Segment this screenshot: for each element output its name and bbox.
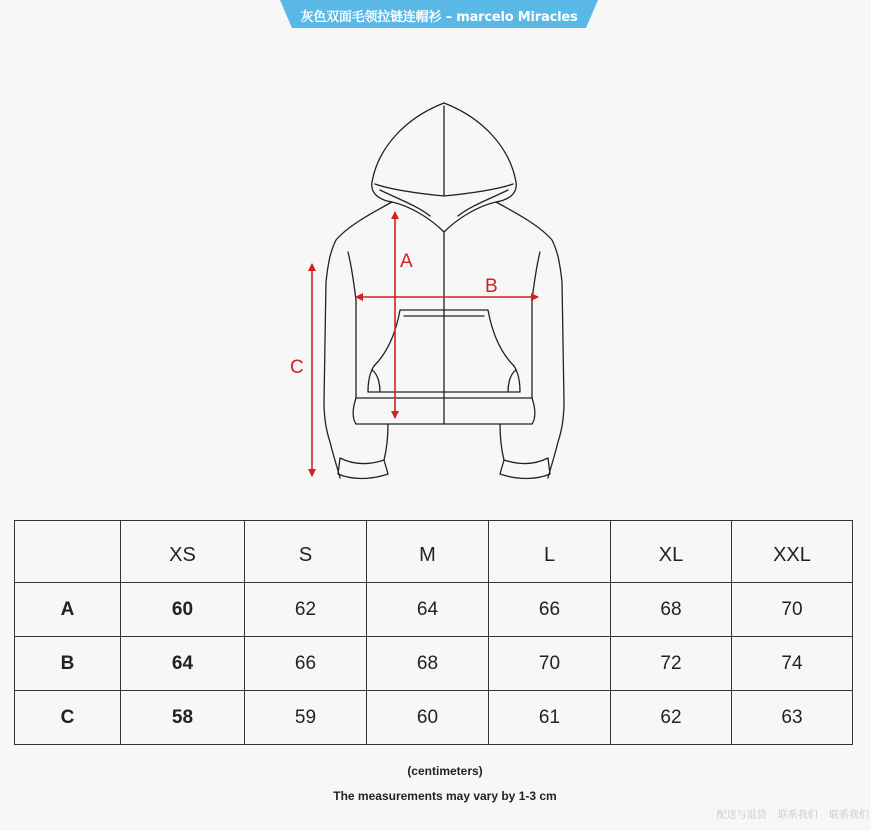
cell-c-l: 61 — [489, 691, 611, 745]
banner-title: 灰色双面毛领拉链连帽衫 – marcelo Miracles — [300, 10, 578, 25]
unit-note: (centimeters) — [407, 764, 483, 778]
row-label-b: B — [15, 637, 121, 691]
cell-a-xs: 60 — [121, 583, 245, 637]
header-m: M — [367, 521, 489, 583]
cell-b-xl: 72 — [611, 637, 732, 691]
cell-a-s: 62 — [245, 583, 367, 637]
header-xl: XL — [611, 521, 732, 583]
cell-c-xl: 62 — [611, 691, 732, 745]
header-empty-cell — [15, 521, 121, 583]
cell-b-xs: 64 — [121, 637, 245, 691]
cell-a-l: 66 — [489, 583, 611, 637]
cell-a-m: 64 — [367, 583, 489, 637]
variance-note: The measurements may vary by 1-3 cm — [333, 789, 557, 803]
cell-b-s: 66 — [245, 637, 367, 691]
table-row — [15, 691, 853, 745]
label-c: C — [290, 357, 304, 378]
table-row — [15, 637, 853, 691]
cell-a-xxl: 70 — [732, 583, 853, 637]
footer-link-contact[interactable]: 联系我们 — [777, 810, 818, 821]
row-label-a: A — [15, 583, 121, 637]
table-header-row — [15, 521, 853, 583]
footer-link-shipping[interactable]: 配送与退货 — [716, 810, 767, 821]
hoodie-outline — [324, 103, 564, 479]
header-s: S — [245, 521, 367, 583]
table-row — [15, 583, 853, 637]
cell-c-m: 60 — [367, 691, 489, 745]
header-l: L — [489, 521, 611, 583]
footer-link-contact-2[interactable]: 联系我们 — [829, 810, 869, 821]
cell-c-s: 59 — [245, 691, 367, 745]
cell-b-xxl: 74 — [732, 637, 853, 691]
row-label-c: C — [15, 691, 121, 745]
cell-c-xs: 58 — [121, 691, 245, 745]
cell-c-xxl: 63 — [732, 691, 853, 745]
label-b: B — [485, 276, 498, 297]
size-chart-table — [14, 520, 853, 745]
measure-arrows — [312, 212, 538, 476]
cell-b-l: 70 — [489, 637, 611, 691]
header-xs: XS — [121, 521, 245, 583]
label-a: A — [400, 251, 413, 272]
header-xxl: XXL — [732, 521, 853, 583]
cell-a-xl: 68 — [611, 583, 732, 637]
footer-links — [709, 806, 869, 821]
cell-b-m: 68 — [367, 637, 489, 691]
